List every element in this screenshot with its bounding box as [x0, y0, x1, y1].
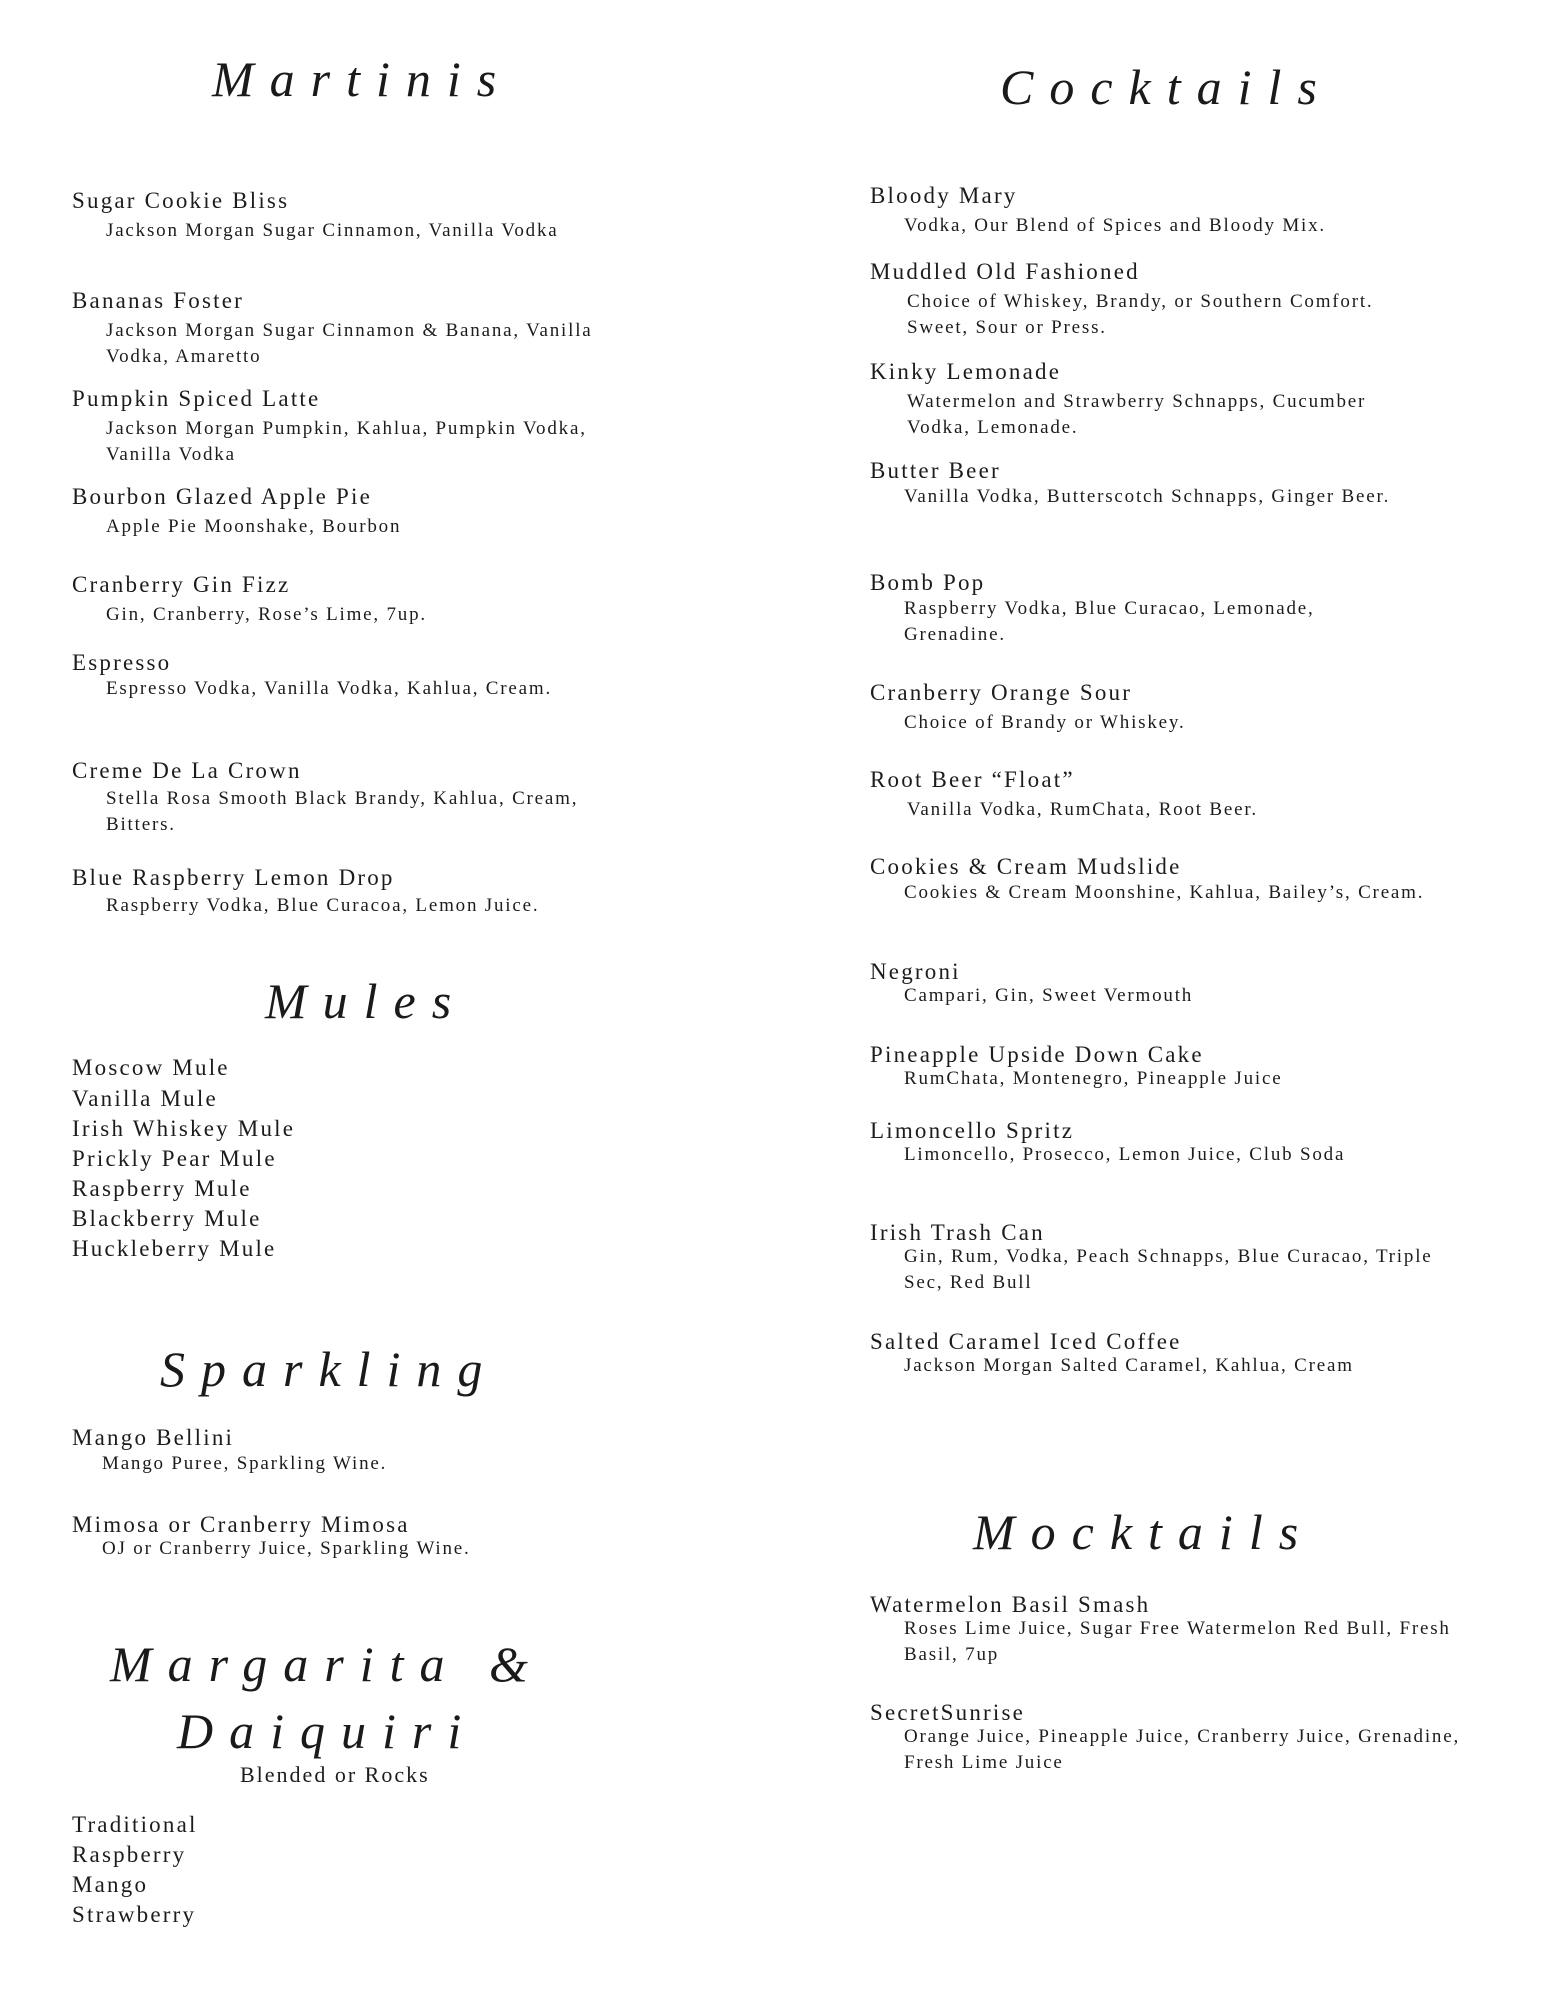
item-name: Limoncello Spritz — [870, 1118, 1075, 1143]
item-description: Vanilla Vodka, RumChata, Root Beer. — [907, 799, 1258, 820]
item-description: OJ or Cranberry Juice, Sparkling Wine. — [102, 1538, 471, 1559]
item-description: Vanilla Vodka, Butterscotch Schnapps, Ginger Beer. — [904, 486, 1391, 507]
item-name: Bourbon Glazed Apple Pie — [72, 484, 373, 509]
margarita-list — [72, 1810, 198, 1930]
item-name: Butter Beer — [870, 458, 1001, 483]
mules-title: Mules — [265, 973, 468, 1029]
list-item: Traditional — [72, 1812, 198, 1837]
item-name: Cranberry Gin Fizz — [72, 572, 291, 597]
item-name: Salted Caramel Iced Coffee — [870, 1329, 1182, 1354]
menu-item-watermelon-basil-smash — [870, 1592, 1470, 1668]
item-description: Choice of Whiskey, Brandy, or Southern Comfort. Sweet, Sour or Press. — [907, 291, 1374, 338]
list-item: Irish Whiskey Mule — [72, 1116, 296, 1141]
menu-item-negroni — [870, 959, 1430, 1009]
item-description: Vodka, Our Blend of Spices and Bloody Mix. — [904, 215, 1326, 236]
item-description: Campari, Gin, Sweet Vermouth — [904, 985, 1194, 1006]
item-name: Negroni — [870, 959, 961, 984]
cocktails-title: Cocktails — [1000, 59, 1333, 115]
item-name: Espresso — [72, 650, 172, 675]
item-description: Raspberry Vodka, Blue Curacoa, Lemon Juice. — [106, 895, 540, 916]
item-name: Sugar Cookie Bliss — [72, 188, 290, 213]
item-description: Gin, Rum, Vodka, Peach Schnapps, Blue Curacao, Triple Sec, Red Bull — [904, 1246, 1433, 1293]
sparkling-title: Sparkling — [160, 1341, 499, 1397]
margarita-title-line1: Margarita & — [110, 1636, 544, 1692]
list-item: Raspberry Mule — [72, 1176, 252, 1201]
menu-item-blue-raspberry-lemon-drop — [72, 865, 592, 919]
item-name: Mango Bellini — [72, 1425, 235, 1450]
item-description: Limoncello, Prosecco, Lemon Juice, Club Soda — [904, 1144, 1346, 1165]
item-description: Gin, Cranberry, Rose’s Lime, 7up. — [106, 604, 427, 625]
menu-item-bourbon-glazed-apple-pie — [72, 484, 632, 540]
menu-item-root-beer-float — [870, 767, 1430, 823]
item-name: Blue Raspberry Lemon Drop — [72, 865, 395, 890]
margarita-title-line2: Daiquiri — [177, 1703, 478, 1759]
menu-item-kinky-lemonade — [870, 359, 1430, 441]
item-description: Jackson Morgan Sugar Cinnamon & Banana, Vanilla Vodka, Amaretto — [106, 320, 593, 367]
item-name: Cranberry Orange Sour — [870, 680, 1133, 705]
item-name: Muddled Old Fashioned — [870, 259, 1140, 284]
list-item: Prickly Pear Mule — [72, 1146, 277, 1171]
list-item: Blackberry Mule — [72, 1206, 262, 1231]
item-name: Kinky Lemonade — [870, 359, 1062, 384]
item-description: Roses Lime Juice, Sugar Free Watermelon Red Bull, Fresh Basil, 7up — [904, 1618, 1451, 1665]
item-description: Cookies & Cream Moonshine, Kahlua, Bailey’s, Cream. — [904, 882, 1425, 903]
item-name: SecretSunrise — [870, 1700, 1026, 1725]
menu-item-secret-sunrise — [870, 1700, 1470, 1776]
item-description: Watermelon and Strawberry Schnapps, Cucumber Vodka, Lemonade. — [907, 391, 1367, 438]
menu-item-limoncello-spritz — [870, 1118, 1460, 1168]
item-description: Apple Pie Moonshake, Bourbon — [106, 516, 402, 537]
item-name: Watermelon Basil Smash — [870, 1592, 1151, 1617]
menu-item-butter-beer — [870, 458, 1430, 510]
item-name: Bomb Pop — [870, 570, 986, 595]
item-name: Mimosa or Cranberry Mimosa — [72, 1512, 410, 1537]
item-name: Bananas Foster — [72, 288, 244, 313]
martinis-title: Martinis — [212, 51, 513, 107]
menu-item-irish-trash-can — [870, 1220, 1440, 1296]
menu-item-pumpkin-spiced-latte — [72, 386, 602, 468]
item-description: Jackson Morgan Sugar Cinnamon, Vanilla Vodka — [106, 220, 559, 241]
item-name: Root Beer “Float” — [870, 767, 1075, 792]
item-name: Cookies & Cream Mudslide — [870, 854, 1182, 879]
menu-item-cookies-cream-mudslide — [870, 854, 1430, 906]
item-description: Choice of Brandy or Whiskey. — [904, 712, 1186, 733]
menu-item-bloody-mary — [870, 183, 1490, 239]
margarita-subtitle: Blended or Rocks — [240, 1762, 430, 1787]
menu-item-espresso — [72, 650, 592, 702]
menu-item-pineapple-upside-down-cake — [870, 1042, 1470, 1092]
menu-item-salted-caramel-iced-coffee — [870, 1329, 1450, 1379]
item-description: Stella Rosa Smooth Black Brandy, Kahlua, Cream, Bitters. — [106, 788, 579, 835]
menu-item-creme-de-la-crown — [72, 758, 612, 838]
item-name: Pumpkin Spiced Latte — [72, 386, 321, 411]
menu-item-mimosa — [72, 1512, 632, 1562]
list-item: Vanilla Mule — [72, 1086, 218, 1111]
menu-item-cranberry-orange-sour — [870, 680, 1430, 736]
list-item: Raspberry — [72, 1842, 187, 1867]
mules-list — [72, 1052, 295, 1264]
item-description: Espresso Vodka, Vanilla Vodka, Kahlua, Cream. — [106, 678, 553, 699]
item-name: Pineapple Upside Down Cake — [870, 1042, 1204, 1067]
item-description: Jackson Morgan Salted Caramel, Kahlua, Cream — [904, 1355, 1354, 1376]
item-description: Orange Juice, Pineapple Juice, Cranberry Juice, Grenadine, Fresh Lime Juice — [904, 1726, 1461, 1773]
item-name: Bloody Mary — [870, 183, 1018, 208]
item-description: Mango Puree, Sparkling Wine. — [102, 1453, 388, 1474]
mocktails-title: Mocktails — [973, 1504, 1315, 1560]
menu-item-sugar-cookie-bliss — [72, 188, 592, 244]
list-item: Huckleberry Mule — [72, 1236, 277, 1261]
item-description: RumChata, Montenegro, Pineapple Juice — [904, 1068, 1283, 1089]
menu-item-bomb-pop — [870, 570, 1410, 648]
menu-item-mango-bellini — [72, 1425, 632, 1477]
item-description: Jackson Morgan Pumpkin, Kahlua, Pumpkin Vodka, Vanilla Vodka — [106, 418, 587, 465]
menu-item-cranberry-gin-fizz — [72, 572, 632, 628]
item-description: Raspberry Vodka, Blue Curacao, Lemonade, Grenadine. — [904, 598, 1315, 645]
menu-item-muddled-old-fashioned — [870, 259, 1430, 341]
item-name: Irish Trash Can — [870, 1220, 1045, 1245]
item-name: Creme De La Crown — [72, 758, 302, 783]
list-item: Mango — [72, 1872, 149, 1897]
menu-item-bananas-foster — [72, 288, 602, 370]
list-item: Moscow Mule — [72, 1055, 230, 1080]
list-item: Strawberry — [72, 1902, 197, 1927]
